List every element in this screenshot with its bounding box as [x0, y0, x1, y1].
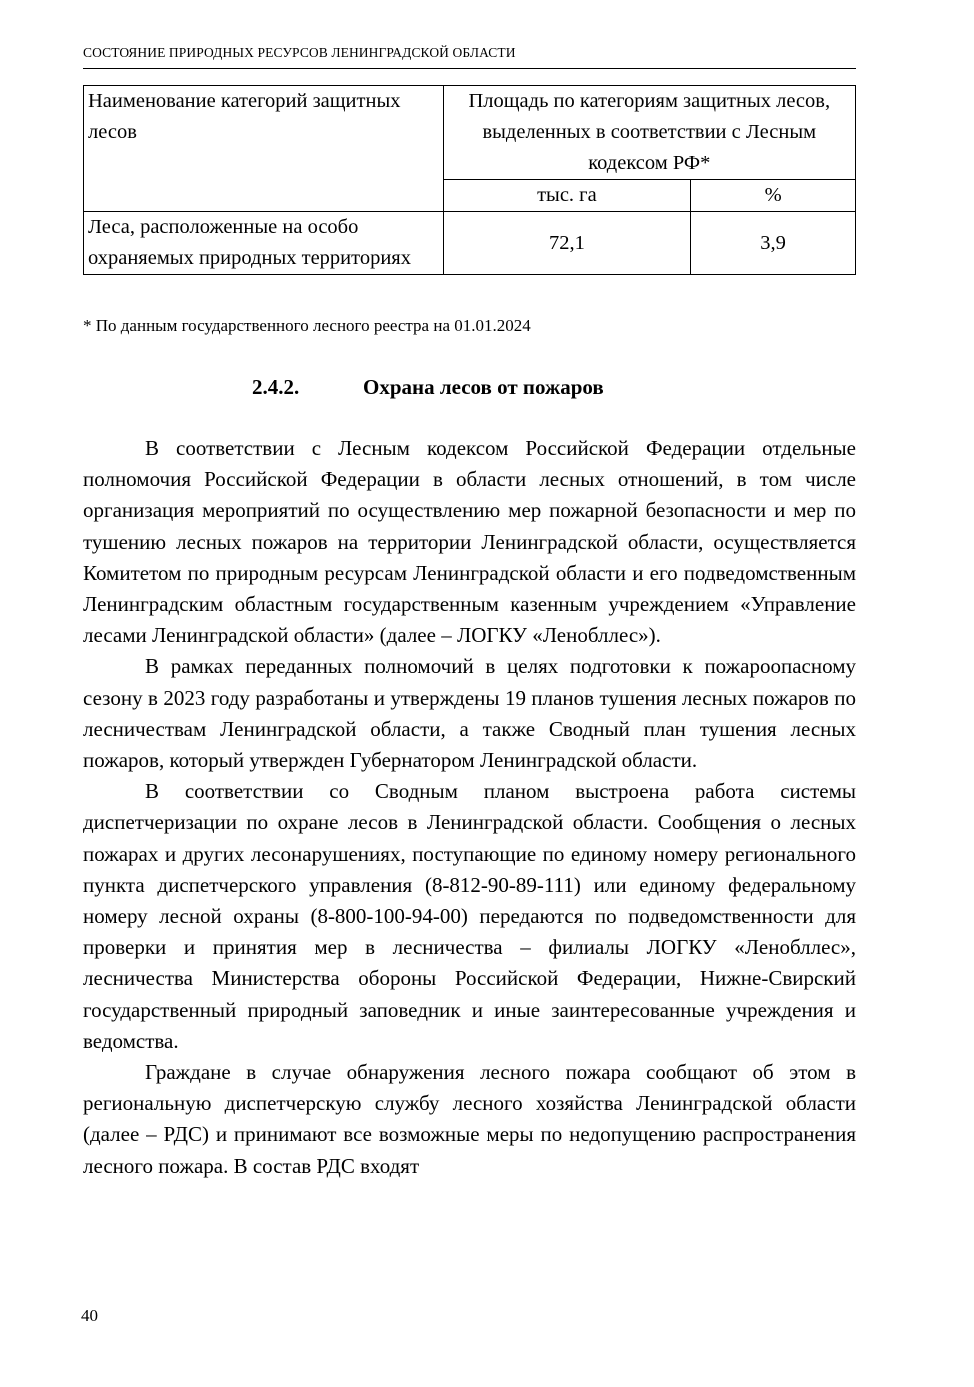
page-number: 40 — [81, 1306, 98, 1325]
row-category: Леса, расположенные на особо охраняемых природных территориях — [84, 212, 444, 275]
table-footnote: * По данным государственного лесного реестра на 01.01.2024 — [83, 316, 531, 335]
table-row — [84, 212, 856, 275]
section-heading — [0, 372, 974, 402]
paragraph: В соответствии с Лесным кодексом Российской Федерации отдельные полномочия Российской Федерации в области лесных отношений, в том числе организация мероприятий по осуществлению мер пожарной безопасности и мер по тушению лесных пожаров на территории Ленинградской области, осуществляется Комитетом по природным ресурсам Ленинградской области и его подведомственным Ленинградским областным государственным казенным учреждением «Управление лесами Ленинградской области» (далее – ЛОГКУ «Ленобллес»). — [83, 436, 856, 648]
section-title: Охрана лесов от пожаров — [363, 375, 604, 399]
running-header: СОСТОЯНИЕ ПРИРОДНЫХ РЕСУРСОВ ЛЕНИНГРАДСКОЙ ОБЛАСТИ — [83, 45, 516, 60]
row-percent: 3,9 — [691, 212, 856, 275]
body-text — [83, 433, 856, 1182]
table-header-row — [84, 86, 856, 180]
section-number: 2.4.2. — [252, 375, 300, 399]
paragraph: В рамках переданных полномочий в целях подготовки к пожароопасному сезону в 2023 году разработаны и утверждены 19 планов тушения лесных пожаров по лесничествам Ленинградской области, а также Сводный план тушения лесных пожаров, который утвержден Губернатором Ленинградской области. — [83, 654, 856, 773]
unit-header-thousand-ha: тыс. га — [443, 180, 691, 212]
unit-header-percent: % — [691, 180, 856, 212]
header-divider — [83, 68, 856, 69]
paragraph: Граждане в случае обнаружения лесного пожара сообщают об этом в региональную диспетчерскую службу лесного хозяйства Ленинградской области (далее – РДС) и принимают все возможные меры по недопущению распространения лесного пожара. В состав РДС входят — [83, 1060, 856, 1178]
area-group-header: Площадь по категориям защитных лесов, выделенных в соответствии с Лесным кодексом РФ* — [443, 86, 855, 180]
row-area: 72,1 — [443, 212, 691, 275]
paragraph: В соответствии со Сводным планом выстроена работа системы диспетчеризации по охране лесов в Ленинградской области. Сообщения о лесных пожарах и других лесонарушениях, поступающие по единому номеру регионального пункта диспетчерского управления (8-812-90-89-111) или единому федеральному номеру лесной охраны (8-800-100-94-00) передаются по подведомственности для проверки и принятия мер в лесничества – филиалы ЛОГКУ «Ленобллес», лесничества Министерства обороны Российской Федерации, Нижне-Свирский государственный природный заповедник и иные заинтересованные учреждения и ведомства. — [83, 779, 856, 1053]
category-column-header: Наименование категорий защитных лесов — [84, 86, 444, 212]
protective-forests-table — [83, 85, 856, 275]
